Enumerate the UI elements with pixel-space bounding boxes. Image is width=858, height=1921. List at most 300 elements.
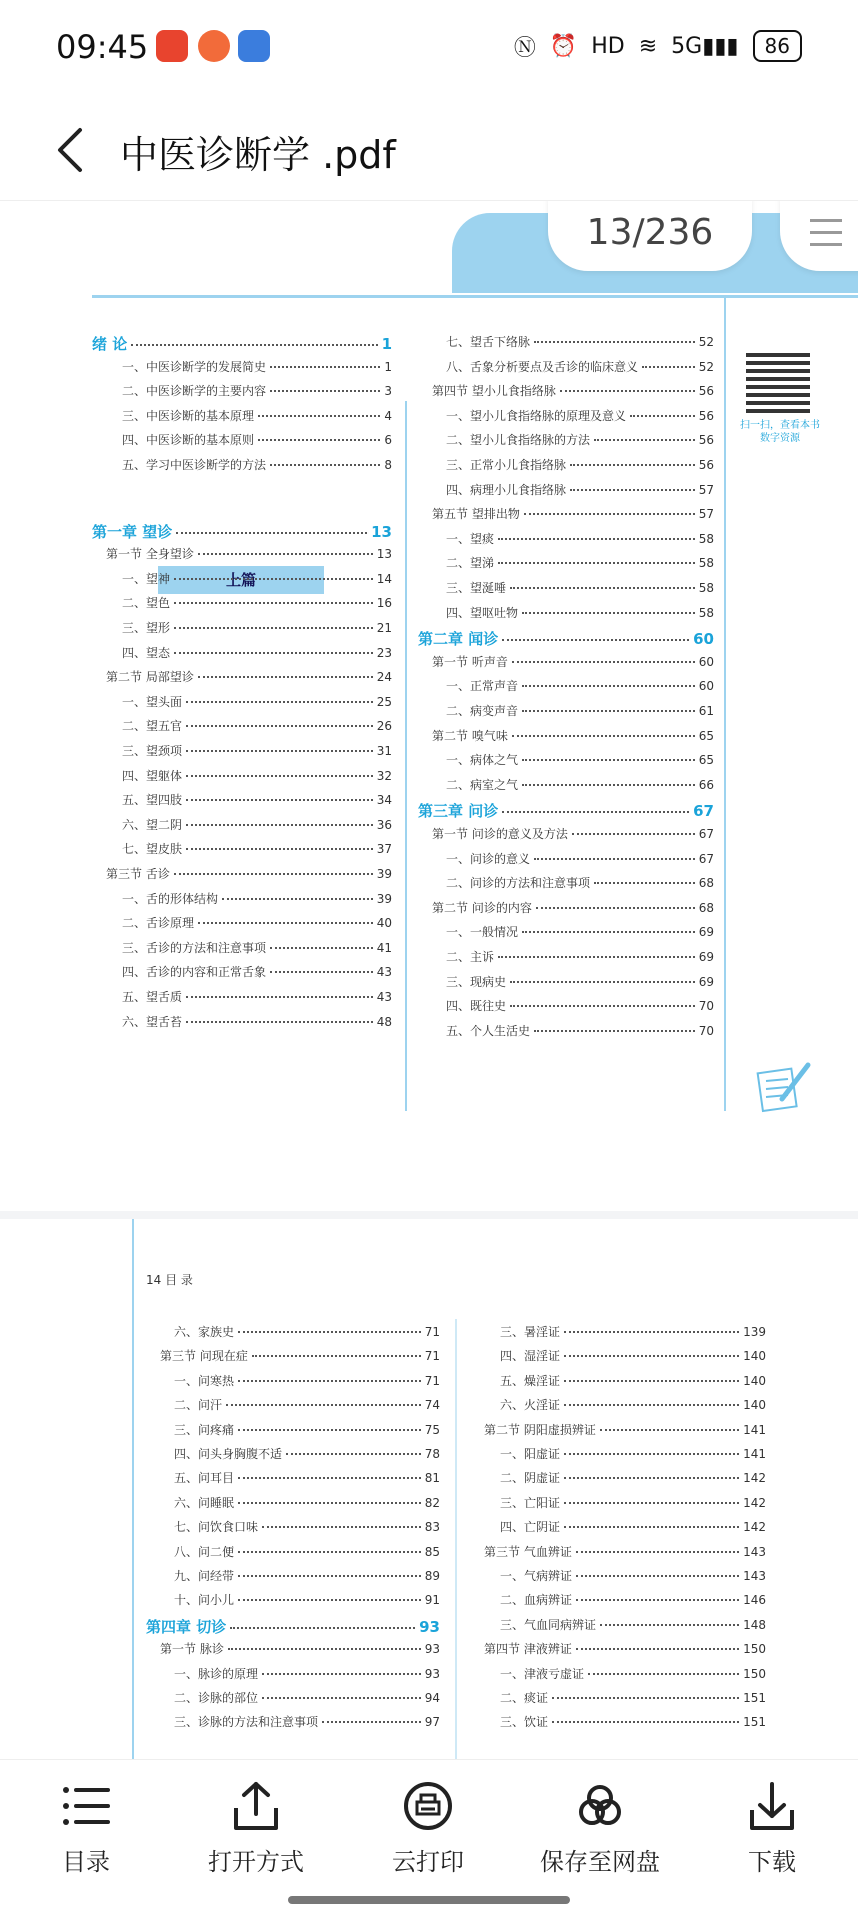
open-with-label: 打开方式 [208,1848,304,1876]
toc-label: 一、中医诊断学的发展简史 [122,359,267,374]
toc-label: 四、望呕吐物 [446,605,519,620]
toc-page-number: 150 [743,1642,766,1657]
toc-label: 目录 [62,1848,110,1876]
network-type: 5G [671,33,703,59]
toc-entry [122,890,392,907]
dot-leader [262,1697,421,1699]
toc-entry [122,717,392,734]
toc-section [432,825,714,842]
toc-label: 八、舌象分析要点及舌诊的临床意义 [446,359,639,374]
dot-leader [286,1453,421,1455]
toc-entry [174,1665,440,1682]
dot-leader [226,1404,421,1406]
toc-label: 三、亡阳证 [500,1495,561,1510]
toc-entry [446,973,714,990]
toc-label: 一、脉诊的原理 [174,1666,259,1681]
toc-label: 五、学习中医诊断学的方法 [122,458,267,472]
toc-label: 第一节 脉诊 [160,1642,224,1657]
toc-entry [446,850,714,867]
toc-entry [500,1689,766,1706]
toc-label: 二、望色 [122,596,171,611]
dot-leader [238,1502,421,1504]
dot-leader [534,858,695,860]
toc-entry [174,1396,440,1413]
toc-entry [122,1013,392,1030]
dot-leader [174,602,373,604]
toc-page-number: 56 [698,408,714,423]
toc-label: 四、望态 [122,645,171,660]
dot-leader [186,1021,373,1023]
dot-leader [588,1673,739,1675]
bottom-toolbar [0,1759,858,1921]
dot-leader [510,1005,695,1007]
qr-code [746,349,810,413]
toc-page-number: 70 [698,1023,714,1038]
toc-label: 三、气血同病辨证 [500,1617,597,1632]
toc-entry [174,1421,440,1438]
dot-leader [238,1429,421,1431]
toc-page-number: 71 [424,1325,440,1339]
toc-entry [446,948,714,965]
toc-label: 二、问汗 [174,1398,223,1413]
toc-page-number: 91 [424,1593,440,1608]
cloud-print-button[interactable] [358,1780,498,1877]
dot-leader [576,1551,739,1553]
toc-label: 七、问饮食口味 [174,1520,259,1535]
toc-page-number: 65 [698,753,714,768]
dot-leader [238,1575,421,1577]
toc-entry [174,1567,440,1584]
toc-label: 三、中医诊断的基本原理 [122,408,255,423]
toc-label: 一、阳虚证 [500,1447,561,1461]
toc-label: 第二节 问诊的内容 [432,900,532,915]
toc-entry [500,1396,766,1413]
toc-page-number: 8 [384,458,392,472]
dot-leader [222,898,373,900]
alarm-icon: ⏰ [549,33,578,59]
toc-entry [174,1689,440,1706]
toc-entry [122,644,392,661]
dot-leader [174,578,373,580]
toc-page-number: 94 [424,1691,440,1705]
toc-label: 三、问疼痛 [174,1422,235,1437]
toc-label: 五、燥淫证 [500,1373,561,1388]
toc-page-number: 57 [698,507,714,522]
dot-leader [522,612,695,614]
toc-label: 二、中医诊断学的主要内容 [122,384,267,399]
toc-entry [446,431,714,448]
toc-entry [500,1567,766,1584]
toc-label: 五、望舌质 [122,990,183,1004]
toc-page-number: 71 [424,1373,440,1388]
toc-chapter [146,1616,440,1637]
toc-label: 第四章 切诊 [146,1617,227,1636]
toc-page-number: 78 [424,1447,440,1461]
toc-entry [500,1445,766,1462]
toc-label: 第二章 闻诊 [418,630,499,649]
toc-label: 五、望四肢 [122,793,183,808]
download-button[interactable] [702,1780,842,1877]
toc-label: 二、问诊的方法和注意事项 [446,876,591,891]
toc-entry [446,923,714,940]
toc-chapter [92,333,392,354]
dot-leader [498,538,695,540]
toc-entry [446,456,714,473]
toc-label: 第四节 望小儿食指络脉 [432,384,556,399]
toc-section [160,1347,440,1364]
toc-section [432,899,714,916]
toc-label: 二、痰证 [500,1691,549,1705]
toc-page-number: 43 [376,990,392,1004]
toc-page-number: 142 [743,1520,766,1535]
toc-label: 第四节 津液辨证 [484,1642,572,1657]
toc-label: 第三节 问现在症 [160,1349,248,1364]
toc-label: 六、家族史 [174,1325,235,1339]
toc-page-number: 140 [743,1398,766,1413]
toc-entry [122,939,392,956]
toc-label: 二、血病辨证 [500,1593,573,1608]
toc-entry [174,1469,440,1486]
toc-label: 七、望皮肤 [122,842,183,857]
back-arrow-icon[interactable] [52,126,92,174]
page-margin-rule [132,1219,134,1759]
toc-label: 四、望躯体 [122,768,183,783]
toc-page-number: 89 [424,1569,440,1583]
toc-page-number: 52 [698,359,714,374]
toc-label: 四、病理小儿食指络脉 [446,482,567,497]
dot-leader [258,415,380,417]
dot-leader [564,1502,739,1504]
toc-page-number: 141 [743,1422,766,1437]
dot-leader [630,415,695,417]
battery-icon: 86 [753,30,802,62]
toc-page-number: 69 [698,974,714,989]
toc-label: 第一章 望诊 [92,522,173,541]
home-indicator[interactable] [288,1896,570,1904]
toc-page-number: 25 [376,694,392,709]
toc-label: 三、望颈项 [122,744,183,758]
toc-entry [500,1323,766,1340]
dot-leader [186,750,373,752]
dot-leader [230,1627,415,1629]
dot-leader [560,390,695,392]
toc-chapter [418,628,714,649]
toc-entry [174,1372,440,1389]
toc-page-number: 58 [698,556,714,571]
toc-entry [174,1323,440,1340]
dot-leader [270,390,380,392]
toc-label: 第一节 听声音 [432,654,508,669]
toc-entry [446,554,714,571]
toc-entry [174,1445,440,1462]
toc-page-number: 81 [424,1471,440,1486]
toc-label: 四、舌诊的内容和正常舌象 [122,965,267,980]
toc-page-number: 58 [698,531,714,546]
toc-label: 二、舌诊原理 [122,916,195,931]
toc-label: 第二节 局部望诊 [106,670,194,685]
toc-label: 第三节 气血辨证 [484,1544,572,1559]
dot-leader [174,627,373,629]
toc-label: 九、问经带 [174,1569,235,1583]
toc-label: 二、病变声音 [446,704,519,718]
column-divider [455,1319,457,1759]
dot-leader [510,587,695,589]
title-bar [0,100,858,201]
dot-leader [262,1673,421,1675]
dot-leader [131,344,377,346]
toc-page-number: 148 [743,1617,766,1632]
toc-entry [174,1543,440,1560]
toc-label: 第一节 全身望诊 [106,547,194,562]
toc-page-number: 70 [698,999,714,1014]
toc-page-number: 140 [743,1349,766,1364]
toc-label: 二、病室之气 [446,777,519,792]
toc-page-number: 48 [376,1014,392,1029]
toc-page-number: 13 [376,547,392,562]
toc-label: 三、现病史 [446,974,507,989]
toc-label: 六、火淫证 [500,1398,561,1413]
toc-page-number: 67 [698,851,714,866]
dot-leader [536,907,695,909]
toc-page-number: 52 [698,335,714,349]
clock: 09:45 [56,28,149,66]
toc-page-number: 68 [698,876,714,891]
toc-page-number: 142 [743,1495,766,1510]
pdf-viewer[interactable] [0,201,858,1759]
dot-leader [502,639,689,641]
dot-leader [262,1526,421,1528]
toc-entry [446,997,714,1014]
dot-leader [258,439,380,441]
toc-entry [446,874,714,891]
dot-leader [186,799,373,801]
toc-entry [174,1713,440,1730]
toc-label: 一、问寒热 [174,1373,235,1388]
dot-leader [576,1648,739,1650]
toc-label: 二、望涕 [446,556,495,571]
toc-page-number: 85 [424,1544,440,1559]
notebook-pencil-icon [756,1057,812,1113]
dot-leader [564,1453,739,1455]
toc-entry [174,1591,440,1608]
list-icon [60,1780,112,1832]
toc-page-number: 93 [424,1642,440,1657]
toc-entry [122,594,392,611]
dot-leader [522,784,695,786]
toc-page-number: 43 [376,965,392,980]
download-icon [746,1780,798,1832]
toc-page-number: 83 [424,1520,440,1535]
toc-page-number: 60 [698,654,714,669]
toc-page-number: 71 [424,1349,440,1364]
toc-label: 六、问睡眠 [174,1495,235,1510]
toc-section [484,1640,766,1657]
dot-leader [600,1624,739,1626]
dot-leader [594,439,695,441]
dot-leader [564,1331,739,1333]
dot-leader [534,341,695,343]
dot-leader [238,1331,421,1333]
toc-entry [446,358,714,375]
toc-label: 第二节 嗅气味 [432,728,508,743]
video-app-icon [156,30,188,62]
print-icon [402,1780,454,1832]
toc-button[interactable] [16,1780,156,1877]
toc-entry [446,751,714,768]
toc-page-number: 143 [743,1569,766,1583]
toc-label: 一、舌的形体结构 [122,891,219,906]
toc-page-number: 150 [743,1666,766,1681]
toc-label: 一、津液亏虚证 [500,1666,585,1681]
toc-page-number: 56 [698,458,714,472]
toc-page-number: 39 [376,867,392,881]
toc-page-number: 75 [424,1422,440,1437]
toc-page-number: 93 [424,1666,440,1681]
toc-label: 六、望二阴 [122,817,183,832]
toc-label: 五、个人生活史 [446,1023,531,1038]
save-to-netdisk-label: 保存至网盘 [540,1848,660,1876]
toc-entry [122,816,392,833]
dot-leader [510,981,695,983]
toc-entry [122,382,392,399]
toc-page-number: 141 [743,1447,766,1461]
open-with-button[interactable] [186,1780,326,1877]
toc-section [432,382,714,399]
toc-label: 六、望舌苔 [122,1014,183,1029]
toc-page-number: 69 [698,950,714,964]
page-indicator[interactable]: 13/236 [548,201,752,271]
toc-page-number: 143 [743,1544,766,1559]
dot-leader [576,1575,739,1577]
nfc-icon: Ⓝ [513,35,536,61]
toc-label: 三、饮证 [500,1715,549,1730]
toc-label: 八、问二便 [174,1544,235,1559]
column-divider [405,401,407,1111]
toc-page-number: 21 [376,621,392,635]
wifi-icon: ≋ [638,33,658,59]
toc-entry [446,481,714,498]
toc-section [432,727,714,744]
dot-leader [564,1404,739,1406]
dot-leader [512,735,695,737]
toc-entry [174,1518,440,1535]
part-title: 上篇 [158,566,324,594]
dot-leader [270,464,380,466]
page-running-header: 14 目 录 [146,1273,193,1287]
location-app-icon [198,30,230,62]
dot-leader [252,1355,421,1357]
toc-page-number: 65 [698,728,714,743]
toc-entry [446,530,714,547]
toc-page-number: 56 [698,433,714,448]
toc-label: 七、望舌下络脉 [446,335,531,349]
toc-entry [122,988,392,1005]
toc-label: 二、望小儿食指络脉的方法 [446,433,591,448]
toc-entry [500,1347,766,1364]
toc-page-number: 97 [424,1715,440,1730]
toc-page-number: 58 [698,581,714,595]
toc-label: 三、暑淫证 [500,1325,561,1339]
toc-label: 三、舌诊的方法和注意事项 [122,940,267,955]
toc-label: 第三章 问诊 [418,802,499,821]
toc-label: 一、望头面 [122,694,183,709]
toc-label: 三、诊脉的方法和注意事项 [174,1715,319,1730]
toc-section [160,1640,440,1657]
dot-leader [238,1380,421,1382]
toc-page-number: 93 [419,1617,440,1636]
toc-section [106,545,392,562]
cloud-save-icon [574,1780,626,1832]
toc-label: 四、既往史 [446,999,507,1014]
toc-section [432,653,714,670]
margin-rule [724,297,726,1111]
dot-leader [564,1526,739,1528]
toc-page-number: 13 [371,522,392,541]
toc-entry [500,1591,766,1608]
toc-label: 二、主诉 [446,950,495,964]
toc-label: 四、中医诊断的基本原则 [122,433,255,448]
toc-label: 第五节 望排出物 [432,507,520,522]
pdf-page-13 [0,201,858,1211]
toc-label: 第三节 舌诊 [106,867,170,881]
toc-label: 一、气病辨证 [500,1569,573,1583]
toc-section [432,505,714,522]
toc-page-number: 151 [743,1715,766,1730]
dot-leader [498,562,695,564]
dot-leader [522,759,695,761]
toc-page-number: 139 [743,1325,766,1339]
dot-leader [522,931,695,933]
hd-icon: HD [591,33,625,59]
toc-section [484,1421,766,1438]
dot-leader [186,848,373,850]
toc-entry [122,963,392,980]
dot-leader [572,833,695,835]
dot-leader [176,532,367,534]
toc-entry [500,1616,766,1633]
toc-page-number: 67 [698,827,714,841]
dot-leader [186,701,373,703]
toc-label: 第一节 问诊的意义及方法 [432,827,568,841]
dot-leader [238,1477,421,1479]
toc-page-number: 26 [376,719,392,734]
toc-label: 四、亡阴证 [500,1520,561,1535]
toc-label: 三、望涎唾 [446,581,507,595]
pdf-page-14 [0,1219,858,1759]
dot-leader [270,971,373,973]
toc-page-number: 69 [698,925,714,940]
toc-label: 一、问诊的意义 [446,851,531,866]
dot-leader [642,366,695,368]
toc-page-number: 67 [693,802,714,821]
toc-page-number: 32 [376,768,392,783]
toc-page-number: 146 [743,1593,766,1608]
toc-label: 一、望痰 [446,531,495,546]
dot-leader [570,489,695,491]
toc-entry [500,1494,766,1511]
download-label: 下载 [748,1848,796,1876]
dot-leader [322,1721,421,1723]
toc-entry [122,570,392,587]
toc-entry [446,407,714,424]
cloud-print-label: 云打印 [392,1848,464,1876]
toc-entry [122,431,392,448]
dot-leader [552,1697,739,1699]
browser-app-icon [238,30,270,62]
save-to-netdisk-button[interactable] [530,1780,670,1877]
dot-leader [186,725,373,727]
toc-page-number: 1 [384,359,392,374]
